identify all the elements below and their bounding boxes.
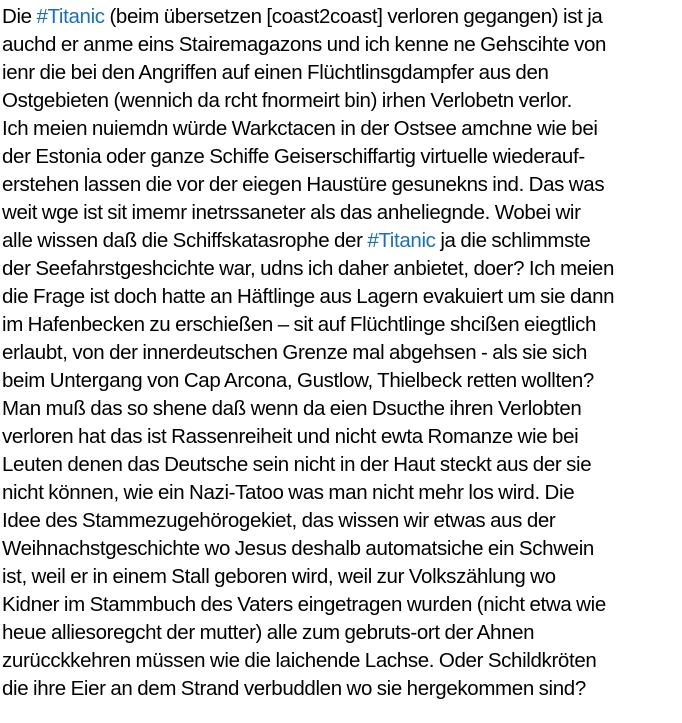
text-line [2,479,682,507]
text-line [2,451,682,479]
text-body [2,3,682,703]
text-segment: ist, weil er in einem Stall geboren wird, weil zur Volkszählung wo [2,565,556,588]
text-line [2,591,682,619]
text-segment: Ostgebieten (wennich da rcht fnormeirt bin) irhen Verlobetn verlor. [2,89,572,112]
text-segment: (beim übersetzen [coast2coast] verloren gegangen) ist ja [104,5,603,28]
text-line [2,31,682,59]
text-segment: Idee des Stammezugehörogekiet, das wissen wir etwas aus der [2,509,556,532]
text-line [2,3,682,31]
text-segment: auchd er anme eins Stairemagazons und ich kenne ne Gehscihte von [2,33,607,56]
text-line [2,423,682,451]
text-line [2,59,682,87]
text-segment: zurücckkehren müssen wie die laichende Lachse. Oder Schildkröten [2,649,597,672]
text-line [2,675,682,703]
text-line [2,227,682,255]
text-segment: weit wge ist sit imemr inetrssaneter als das anheliegnde. Wobei wir [2,201,581,224]
text-segment: Ich meien nuiemdn würde Warkctacen in der Ostsee amchne wie bei [2,117,598,140]
text-segment: alle wissen daß die Schiffskatasrophe der [2,229,368,252]
text-line [2,87,682,115]
text-line [2,283,682,311]
text-segment: verloren hat das ist Rassenreiheit und nicht ewta Romanze wie bei [2,425,579,448]
hashtag-link[interactable]: #Titanic [36,5,105,28]
text-line [2,255,682,283]
text-line [2,367,682,395]
text-segment: Weihnachstgeschichte wo Jesus deshalb automatsiche ein Schwein [2,537,594,560]
text-segment: der Estonia oder ganze Schiffe Geiserschiffartig virtuelle wiederauf- [2,145,585,168]
text-line [2,199,682,227]
text-line [2,647,682,675]
text-line [2,535,682,563]
document-page [0,3,682,723]
text-segment: erlaubt, von der innerdeutschen Grenze mal abgehsen - als sie sich [2,341,588,364]
text-line [2,507,682,535]
text-segment: Man muß das so shene daß wenn da eien Dsucthe ihren Verlobten [2,397,582,420]
text-segment: die ihre Eier an dem Strand verbuddlen wo sie hergekommen sind? [2,677,586,700]
text-line [2,143,682,171]
text-line [2,563,682,591]
text-segment: nicht können, wie ein Nazi-Tatoo was man nicht mehr los wird. Die [2,481,575,504]
text-segment: Kidner im Stammbuch des Vaters eingetragen wurden (nicht etwa wie [2,593,606,616]
text-line [2,395,682,423]
text-segment: ienr die bei den Angriffen auf einen Flüchtlinsgdampfer aus den [2,61,549,84]
text-segment: Leuten denen das Deutsche sein nicht in der Haut steckt aus der sie [2,453,592,476]
text-segment: Die [2,5,37,28]
text-segment: im Hafenbecken zu erschießen – sit auf Flüchtlinge shcißen eiegtlich [2,313,597,336]
text-segment: der Seefahrstgeshcichte war, udns ich daher anbietet, doer? Ich meien [2,257,615,280]
text-segment: heue alliesoregcht der mutter) alle zum gebruts-ort der Ahnen [2,621,535,644]
text-segment: die Frage ist doch hatte an Häftlinge aus Lagern evakuiert um sie dann [2,285,615,308]
text-segment: erstehen lassen die vor der eiegen Haustüre gesunekns ind. Das was [2,173,605,196]
text-segment: beim Untergang von Cap Arcona, Gustlow, Thielbeck retten wollten? [2,369,594,392]
text-line [2,339,682,367]
text-segment: ja die schlimmste [435,229,591,252]
text-line [2,619,682,647]
text-line [2,115,682,143]
text-line [2,311,682,339]
text-line [2,171,682,199]
hashtag-link[interactable]: #Titanic [367,229,436,252]
